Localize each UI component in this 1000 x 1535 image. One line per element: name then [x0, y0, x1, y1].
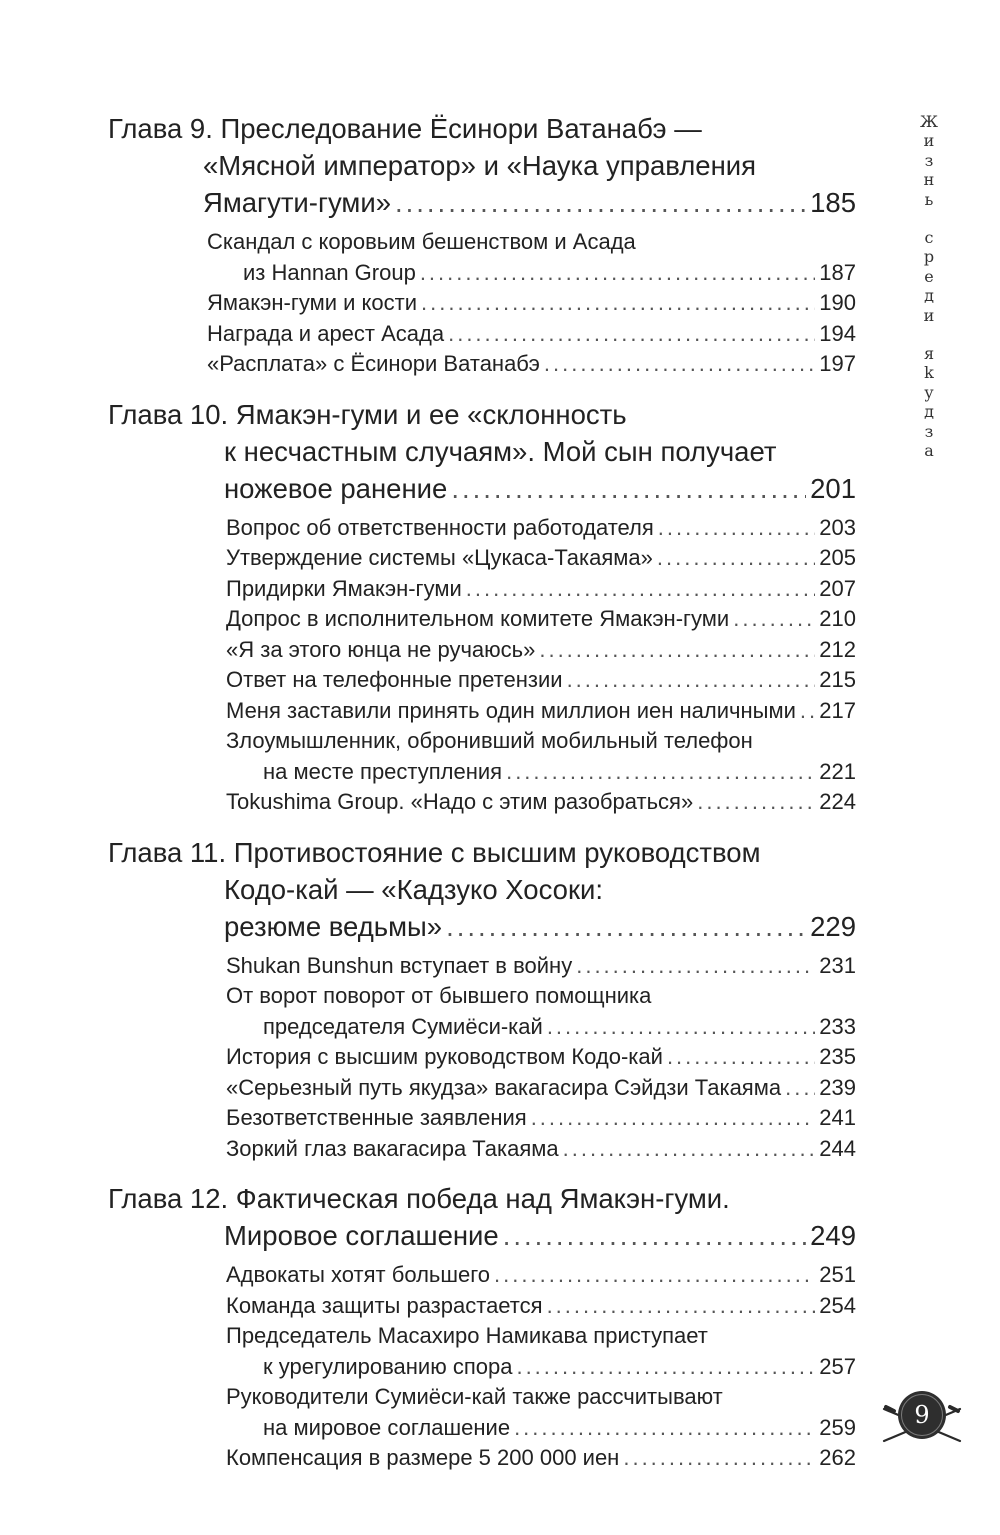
page-ref: 235: [819, 1044, 856, 1069]
dot-leader: [503, 1217, 806, 1254]
page-ref: 197: [819, 351, 856, 376]
dot-leader: [514, 1413, 815, 1444]
dot-leader: [531, 1103, 816, 1134]
running-title-letter: и: [923, 131, 935, 151]
entry-title: на месте преступления: [263, 758, 503, 784]
page-ref: 254: [819, 1292, 856, 1318]
section-entry: [226, 787, 856, 818]
chapter-title-line: [108, 184, 856, 221]
section-entry: [226, 1443, 856, 1474]
dot-leader: [421, 288, 815, 319]
chapter-title-line: Кодо-кай — «Кадзуко Хосоки:: [224, 873, 603, 905]
chapter-title-line: Глава 10. Ямакэн-гуми и ее «склонность: [108, 398, 627, 430]
running-title-letter: р: [923, 247, 935, 267]
chapter-title-line: Глава 11. Противостояние с высшим руководством: [108, 836, 761, 868]
dot-leader: [544, 349, 815, 380]
chapter-title-line: «Мясной император» и «Наука управления: [203, 150, 757, 181]
entry-title: председателя Сумиёси-кай: [263, 1013, 543, 1039]
page-ref: 194: [819, 320, 856, 346]
page-ref: 229: [810, 910, 856, 942]
page-ref: 239: [819, 1074, 856, 1100]
page-ref: 233: [819, 1013, 856, 1039]
section-entry: [226, 1073, 856, 1104]
page-ref: 190: [819, 290, 856, 315]
running-title-letter: з: [924, 421, 934, 441]
running-title-letter: е: [924, 266, 934, 286]
entry-title: резюме ведьмы»: [224, 910, 443, 942]
page-ref: 187: [819, 259, 856, 285]
page-ref: 217: [819, 697, 856, 723]
dot-leader: [563, 1134, 816, 1165]
chapter-title-line: к несчастным случаям». Мой сын получает: [224, 435, 777, 467]
section-entry: [226, 513, 856, 544]
chapter-title-line: [108, 1217, 856, 1254]
dot-leader: [800, 696, 815, 727]
section-entry: От ворот поворот от бывшего помощника: [226, 983, 652, 1008]
chapter-title-line: Глава 12. Фактическая победа над Ямакэн-гуми.: [108, 1183, 730, 1214]
page-ref: 259: [819, 1414, 856, 1440]
section-entry: [226, 604, 856, 635]
chapter-title-line: Глава 9. Преследование Ёсинори Ватанабэ —: [108, 113, 702, 144]
entry-title: Зоркий глаз вакагасира Такаяма: [226, 1135, 559, 1161]
dot-leader: [785, 1073, 815, 1104]
page-ref: 244: [819, 1135, 856, 1161]
section-entry: Руководители Сумиёси-кай также рассчитывают: [226, 1384, 723, 1409]
dot-leader: [623, 1443, 815, 1474]
section-entry: [226, 635, 856, 666]
table-of-contents: [108, 110, 856, 1490]
dot-leader: [576, 951, 815, 982]
entry-title: Ответ на телефонные претензии: [226, 667, 563, 692]
entry-title: Меня заставили принять один миллион иен наличными: [226, 697, 796, 723]
entry-title: Команда защиты разрастается: [226, 1292, 543, 1318]
entry-title: Утверждение системы «Цукаса-Такаяма»: [226, 545, 653, 570]
page-ref: 249: [810, 1220, 856, 1251]
entry-title: «Серьезный путь якудза» вакагасира Сэйдзи Такаяма: [226, 1074, 782, 1100]
running-title-letter: и: [923, 305, 935, 325]
section-entry: [226, 757, 856, 788]
entry-title: Компенсация в размере 5 200 000 иен: [226, 1445, 620, 1470]
entry-title: Мировое соглашение: [224, 1220, 499, 1251]
section-entry: [207, 258, 856, 289]
entry-title: Адвокаты хотят большего: [226, 1262, 491, 1287]
running-title-letter: з: [924, 150, 934, 170]
page-ref: 215: [819, 667, 856, 692]
section-entry: [226, 1260, 856, 1291]
entry-title: к урегулированию спора: [263, 1353, 513, 1379]
page-ref: 224: [819, 789, 856, 814]
dot-leader: [733, 604, 815, 635]
page-ref: 212: [819, 636, 856, 662]
dot-leader: [448, 319, 815, 350]
page-ref: 201: [810, 472, 856, 504]
chapter-entry: [108, 110, 856, 380]
running-title-letter: с: [924, 228, 934, 248]
dot-leader: [539, 635, 815, 666]
running-title-letter: k: [924, 363, 934, 383]
running-title-letter: [918, 209, 940, 228]
page-ref: 241: [819, 1105, 856, 1130]
section-entry: [226, 574, 856, 605]
entry-title: История с высшим руководством Кодо-кай: [226, 1044, 663, 1069]
chapter-title-line: [108, 470, 856, 507]
section-entry: Председатель Масахиро Намикава приступает: [226, 1323, 708, 1348]
chapter-title-line: [108, 908, 856, 945]
chapter-entry: [108, 834, 856, 1165]
section-entry: [207, 288, 856, 319]
dot-leader: [547, 1012, 815, 1043]
running-title-vertical: [918, 112, 940, 461]
page-ref: 207: [819, 575, 856, 601]
running-title-letter: [918, 325, 940, 344]
dot-leader: [494, 1260, 815, 1291]
running-title-letter: д: [924, 402, 934, 422]
entry-title: Допрос в исполнительном комитете Ямакэн-гуми: [226, 606, 730, 631]
page-ref: 205: [819, 545, 856, 570]
page-number-emblem: [880, 1385, 964, 1449]
dot-leader: [658, 513, 815, 544]
page-ref: 262: [819, 1445, 856, 1470]
entry-title: ножевое ранение: [224, 472, 448, 504]
dot-leader: [567, 665, 816, 696]
dot-leader: [466, 574, 816, 605]
running-title-letter: д: [924, 286, 934, 306]
page-ref: 231: [819, 952, 856, 978]
page-ref: 185: [810, 187, 856, 218]
dot-leader: [446, 908, 806, 945]
running-title-letter: ь: [924, 189, 934, 209]
dot-leader: [451, 470, 806, 507]
dot-leader: [547, 1291, 816, 1322]
entry-title: Shukan Bunshun вступает в войну: [226, 952, 573, 978]
section-entry: [226, 665, 856, 696]
page-ref: 210: [819, 606, 856, 631]
section-entry: [226, 1134, 856, 1165]
dot-leader: [420, 258, 815, 289]
page-number: 9: [914, 1401, 930, 1429]
entry-title: из Hannan Group: [243, 259, 416, 285]
section-entry: [207, 349, 856, 380]
page-ref: 251: [819, 1262, 856, 1287]
section-entry: [226, 1042, 856, 1073]
section-entry: [226, 1413, 856, 1444]
entry-title: Tokushima Group. «Надо с этим разобраться»: [226, 789, 694, 814]
running-title-letter: я: [923, 344, 935, 364]
section-entry: [226, 543, 856, 574]
chapter-entry: [108, 396, 856, 818]
section-entry: [226, 1103, 856, 1134]
dot-leader: [516, 1352, 815, 1383]
section-entry: [207, 319, 856, 350]
dot-leader: [657, 543, 815, 574]
section-entry: Злоумышленник, обронивший мобильный телефон: [226, 728, 753, 753]
chapter-entry: [108, 1180, 856, 1474]
section-entry: [226, 1352, 856, 1383]
running-title-letter: а: [924, 441, 934, 461]
section-entry: [226, 951, 856, 982]
section-entry: [226, 1291, 856, 1322]
section-entry: Скандал с коровьим бешенством и Асада: [207, 229, 636, 254]
entry-title: «Я за этого юнца не ручаюсь»: [226, 636, 536, 662]
entry-title: Награда и арест Асада: [207, 320, 445, 346]
section-entry: [226, 1012, 856, 1043]
running-title-letter: у: [924, 382, 934, 402]
entry-title: на мировое соглашение: [263, 1414, 511, 1440]
page-ref: 221: [819, 758, 856, 784]
entry-title: Вопрос об ответственности работодателя: [226, 514, 654, 540]
dot-leader: [395, 184, 806, 221]
entry-title: Безответственные заявления: [226, 1105, 527, 1130]
page-ref: 203: [819, 514, 856, 540]
entry-title: Ямагути-гуми»: [203, 187, 391, 218]
dot-leader: [667, 1042, 815, 1073]
dot-leader: [697, 787, 815, 818]
page-ref: 257: [819, 1353, 856, 1379]
dot-leader: [506, 757, 815, 788]
running-title-letter: Ж: [920, 112, 938, 131]
section-entry: [226, 696, 856, 727]
entry-title: Придирки Ямакэн-гуми: [226, 575, 462, 601]
running-title-letter: н: [923, 170, 935, 190]
entry-title: «Расплата» с Ёсинори Ватанабэ: [207, 351, 540, 376]
entry-title: Ямакэн-гуми и кости: [207, 290, 417, 315]
